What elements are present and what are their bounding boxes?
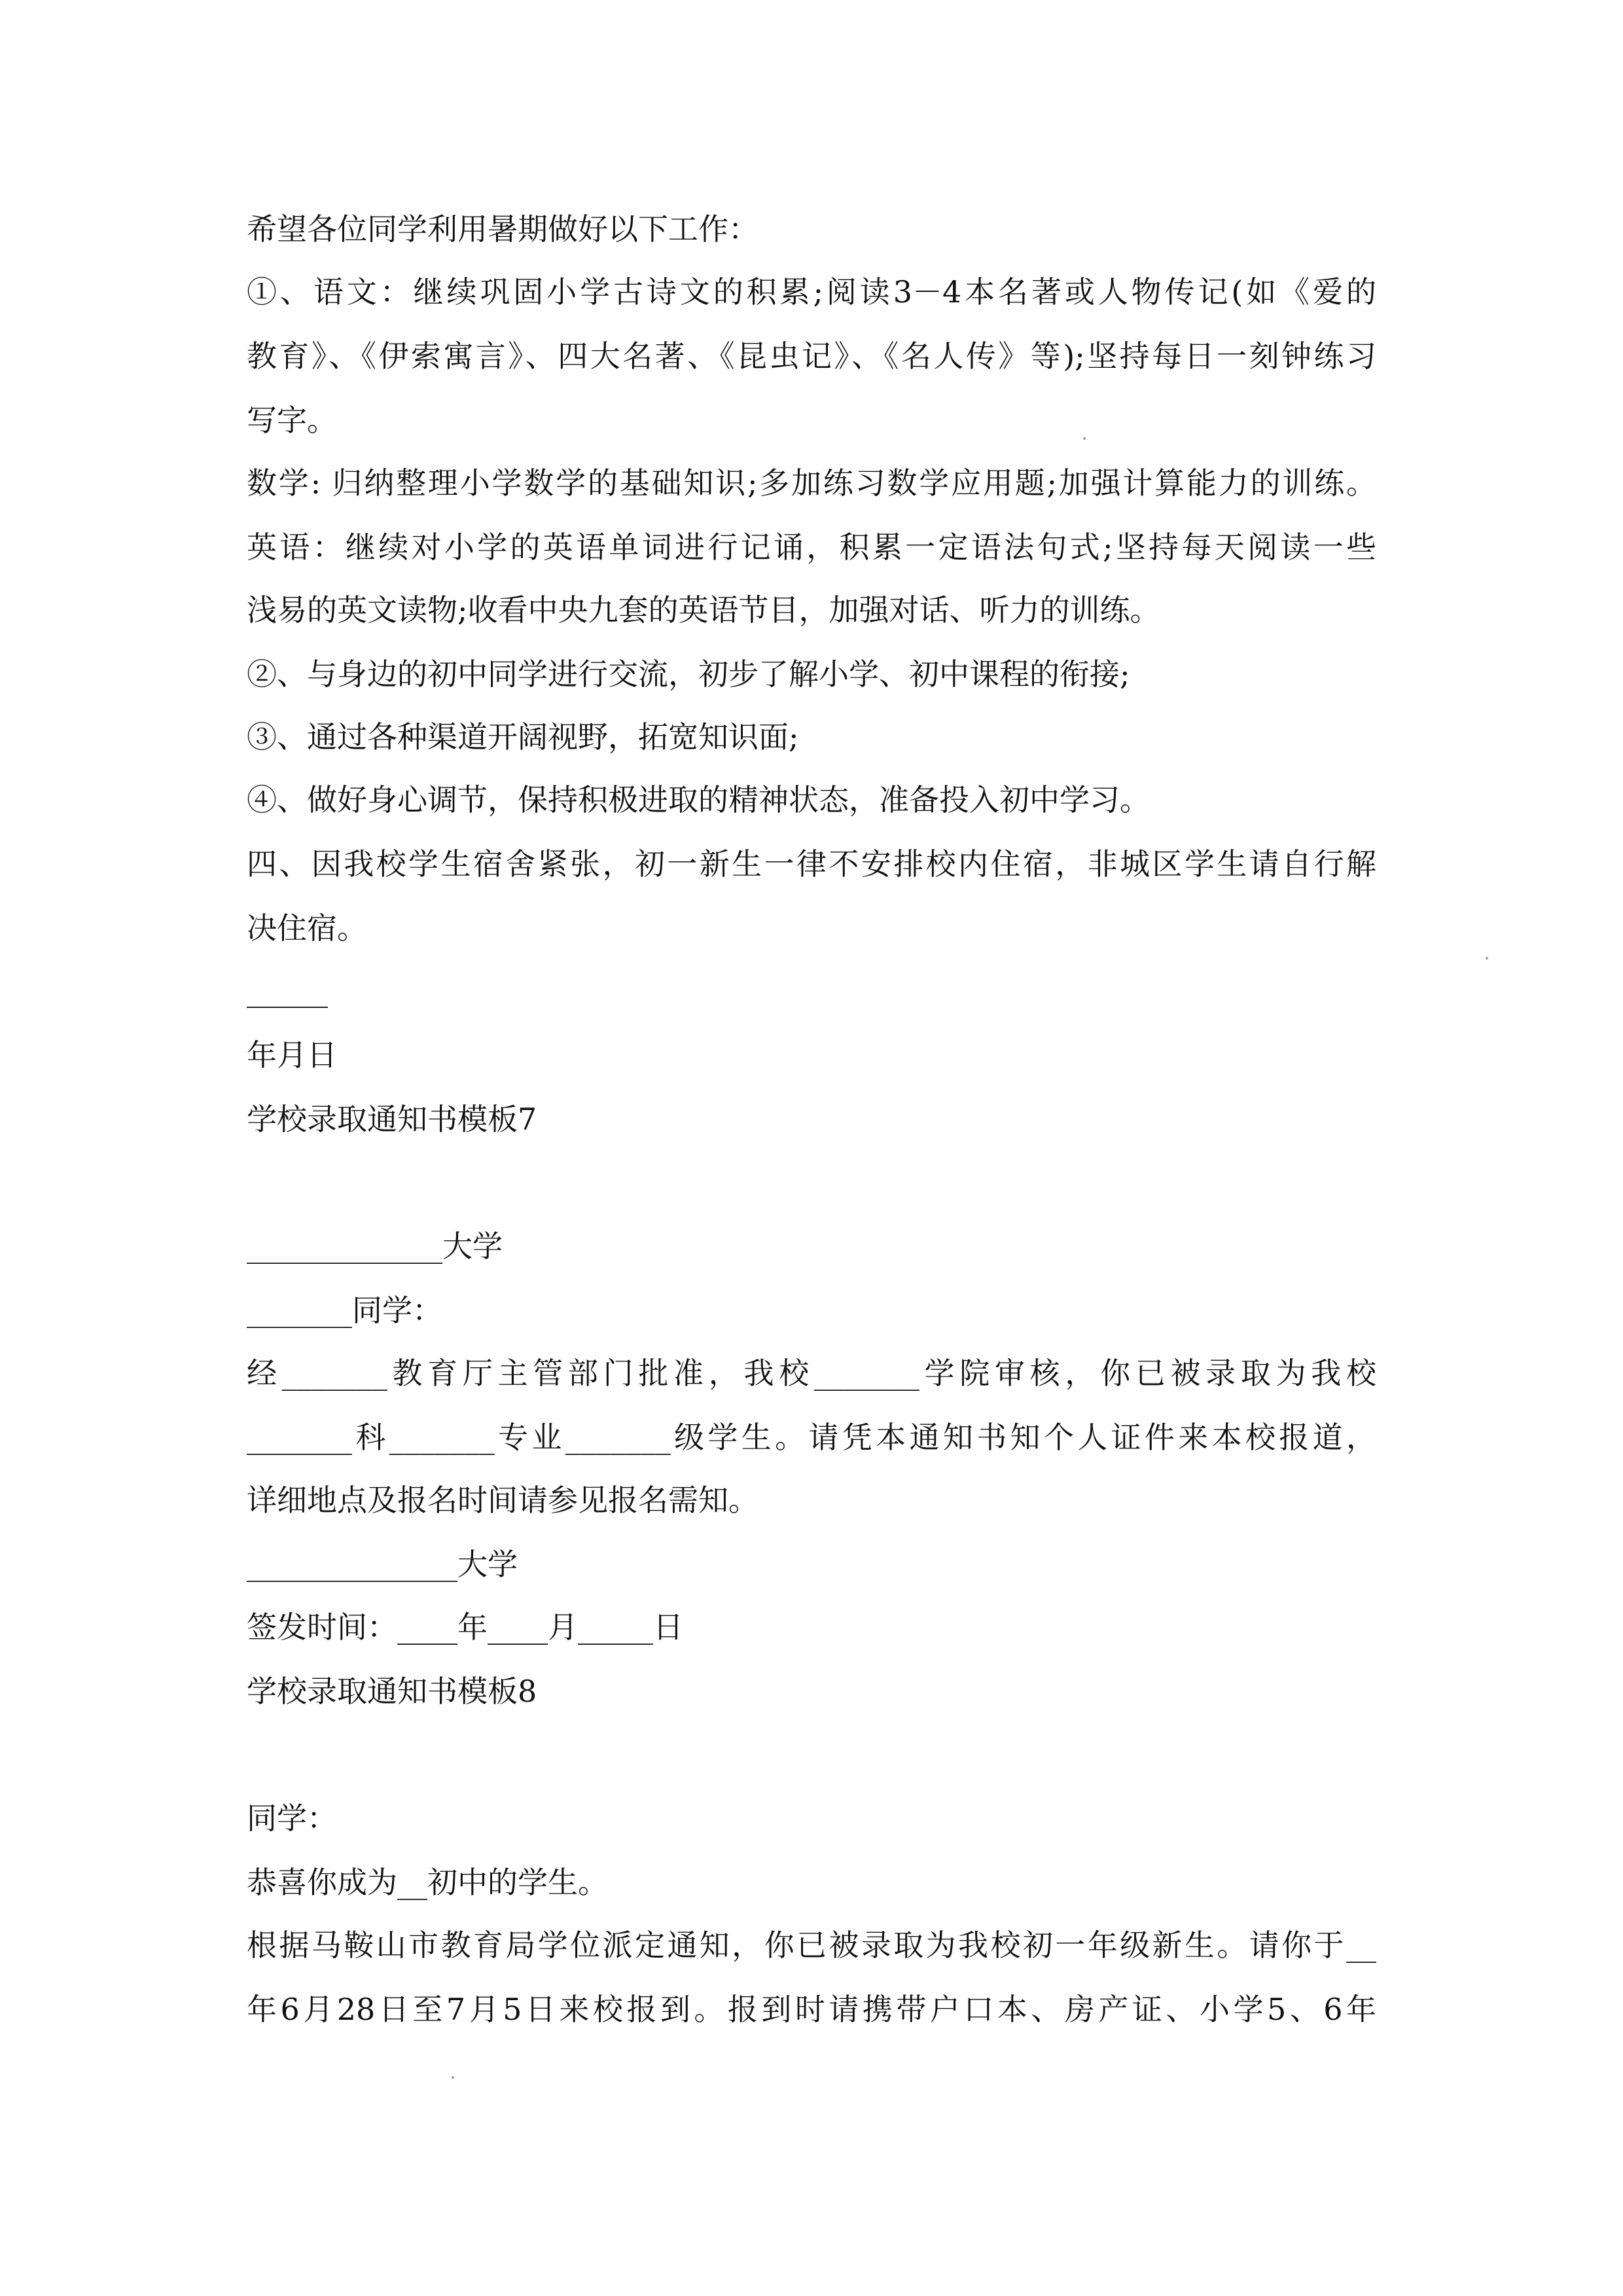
paragraph-line: ①、语文：继续巩固小学古诗文的积累;阅读3－4本名著或人物传记(如《爱的 xyxy=(247,274,1376,310)
university-line: _____________大学 xyxy=(247,1229,503,1264)
signature-rule xyxy=(247,1007,328,1008)
scan-speck xyxy=(1486,957,1488,960)
paragraph-line: 写字。 xyxy=(247,403,337,438)
paragraph-line: 恭喜你成为__初中的学生。 xyxy=(247,1865,608,1900)
paragraph-line: 详细地点及报名时间请参见报名需知。 xyxy=(247,1482,758,1518)
paragraph-line: ③、通过各种渠道开阔视野，拓宽知识面; xyxy=(247,719,799,755)
section-heading: 学校录取通知书模板7 xyxy=(247,1102,537,1137)
paragraph-line: 教育》、《伊索寓言》、四大名著、《昆虫记》、《名人传》等);坚持每日一刻钟练习 xyxy=(247,338,1376,374)
salutation-line: 同学： xyxy=(247,1801,337,1836)
paragraph-line: ②、与身边的初中同学进行交流，初步了解小学、初中课程的衔接; xyxy=(247,656,1130,692)
paragraph-line: ④、做好身心调节，保持积极进取的精神状态，准备投入初中学习。 xyxy=(247,782,1150,817)
date-placeholder: 年月日 xyxy=(247,1037,337,1073)
paragraph-line: 决住宿。 xyxy=(247,910,367,946)
paragraph-line: 希望各位同学利用暑期做好以下工作： xyxy=(247,211,758,247)
section-heading: 学校录取通知书模板8 xyxy=(247,1674,537,1709)
university-signature: ______________大学 xyxy=(247,1547,518,1582)
salutation-line: _______同学： xyxy=(247,1293,442,1328)
scan-speck xyxy=(1083,437,1086,440)
paragraph-line: _______科_______专业_______级学生。请凭本通知书知个人证件来本校报道， xyxy=(247,1420,1376,1455)
scan-speck xyxy=(452,2076,454,2079)
paragraph-line: 数学: 归纳整理小学数学的基础知识;多加练习数学应用题;加强计算能力的训练。 xyxy=(247,465,1376,501)
paragraph-line: 年6月28日至7月5日来校报到。报到时请携带户口本、房产证、小学5、6年 xyxy=(247,1992,1376,2027)
paragraph-line: 根据马鞍山市教育局学位派定通知，你已被录取为我校初一年级新生。请你于__ xyxy=(247,1928,1376,1963)
paragraph-line: 经_______教育厅主管部门批准，我校_______学院审核，你已被录取为我校 xyxy=(247,1355,1376,1391)
paragraph-line: 浅易的英文读物;收看中央九套的英语节目，加强对话、听力的训练。 xyxy=(247,592,1160,628)
issue-date-line: 签发时间：____年____月_____日 xyxy=(247,1609,683,1645)
paragraph-line: 四、因我校学生宿舍紧张，初一新生一律不安排校内住宿，非城区学生请自行解 xyxy=(247,846,1376,882)
paragraph-line: 英语：继续对小学的英语单词进行记诵，积累一定语法句式;坚持每天阅读一些 xyxy=(247,529,1376,565)
